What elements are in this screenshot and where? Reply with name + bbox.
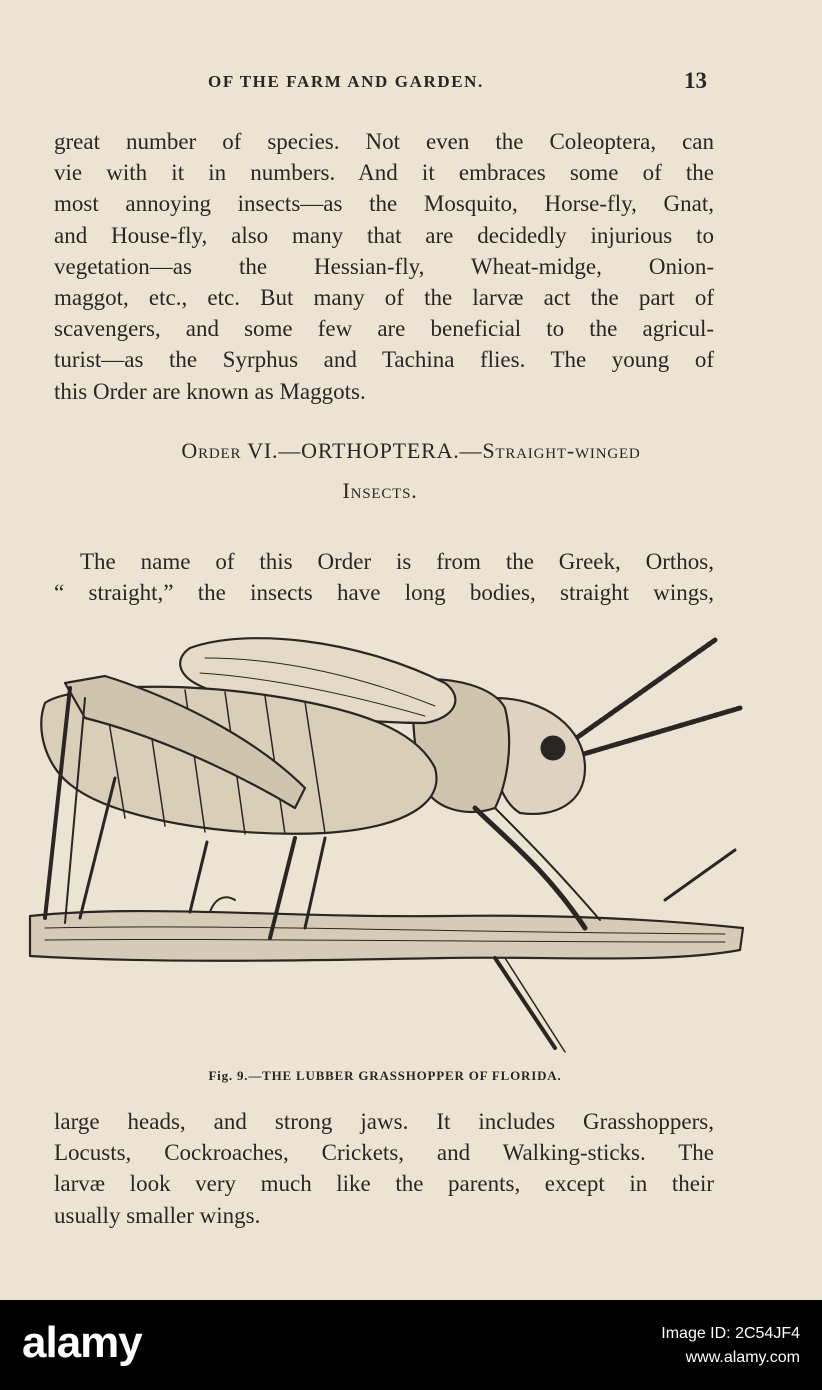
text-line: scavengers, and some few are beneficial to the agricul- [54,316,714,342]
watermark-meta [661,1322,800,1370]
text-line: usually smaller wings. [54,1202,261,1228]
section-heading-line1: Order VI.—ORTHOPTERA.—Straight-winged [181,438,641,463]
text-line: The name of this Order is from the Greek, Orthos, [80,549,714,574]
paragraph-orthoptera-cont [54,1106,714,1231]
text-line: most annoying insects—as the Mosquito, Horse-fly, Gnat, [54,191,714,217]
text-line: this Order are known as Maggots. [54,378,366,404]
stock-watermark-bar [0,1300,822,1390]
paragraph-diptera-end [54,126,714,407]
text-line: large heads, and strong jaws. It includes Grasshoppers, [54,1109,714,1134]
text-line: vegetation—as the Hessian-fly, Wheat-midge, Onion- [54,253,714,279]
site-url: www.alamy.com [685,1349,800,1366]
figure-caption: Fig. 9.—THE LUBBER GRASSHOPPER OF FLORIDA. [208,1068,562,1083]
image-id: Image ID: 2C54JF4 [661,1325,800,1342]
page-number: 13 [684,68,707,93]
running-head [0,70,822,94]
text-line: maggot, etc., etc. But many of the larvæ act the part of [54,285,714,311]
text-line: Locusts, Cockroaches, Crickets, and Walking-sticks. The [54,1140,714,1166]
text-line: “ straight,” the insects have long bodies, straight wings, [54,580,714,606]
text-line: vie with it in numbers. And it embraces some of the [54,160,714,186]
grasshopper-illustration [25,628,755,1058]
text-line: and House-fly, also many that are decidedly injurious to [54,222,714,248]
text-line: larvæ look very much like the parents, except in their [54,1171,714,1197]
alamy-logo: alamy [22,1318,142,1367]
paragraph-orthoptera-intro [54,546,714,608]
text-line: turist—as the Syrphus and Tachina flies. The young of [54,347,714,373]
section-heading-line2: Insects. [342,478,418,503]
text-line: great number of species. Not even the Coleoptera, can [54,129,714,154]
running-title: OF THE FARM AND GARDEN. [208,72,484,91]
